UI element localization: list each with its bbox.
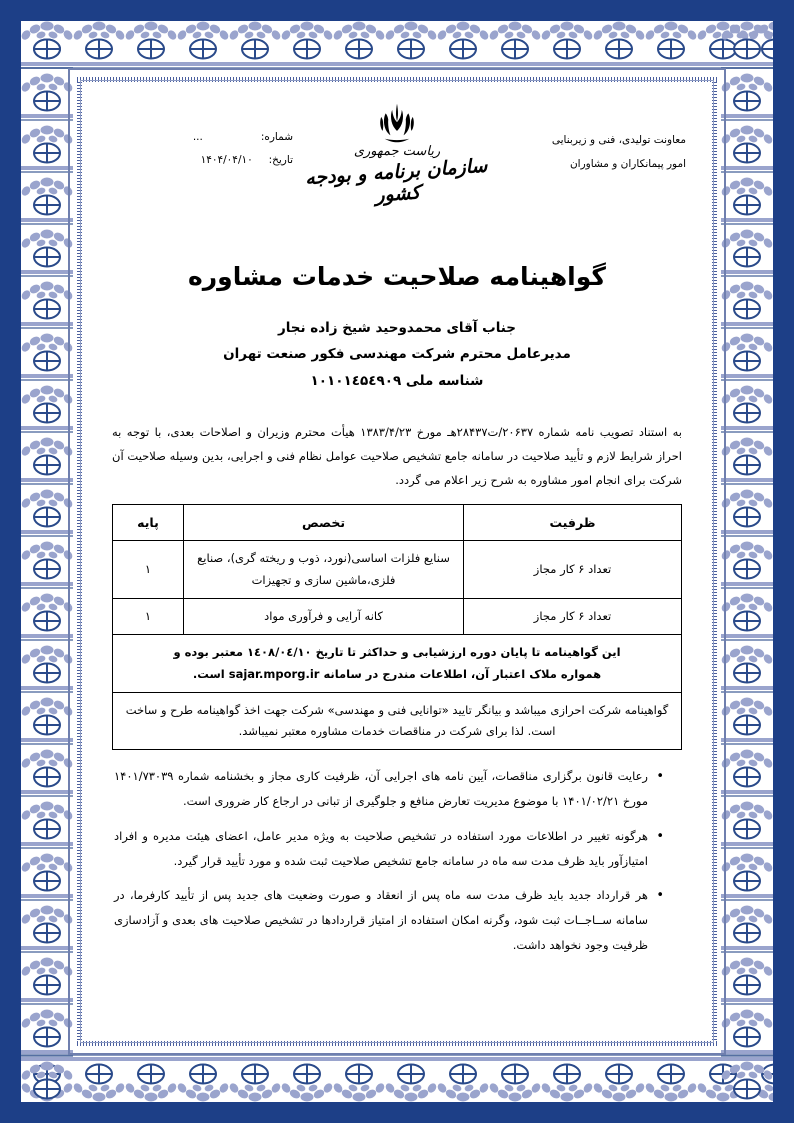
meta-row-number bbox=[108, 126, 293, 149]
addressee-name: جناب آقای محمدوحید شیخ زاده نجار bbox=[277, 320, 517, 336]
border-ornament-icon bbox=[229, 1050, 281, 1102]
list-item: • رعایت قانون برگزاری مناقصات، آیین نامه های اجرایی آن، ظرفیت کاری مجاز و بخشنامه شماره ۱۴۰۱/۷۳۰۳۹ مورخ ۱۴۰۱/۰۲/۲۱ با موضوع مدیریت تعارض منافع و جلوگیری از تبانی در ارجاع کار ضروری است. bbox=[114, 764, 660, 813]
list-item: • هر قرارداد جدید باید ظرف مدت سه ماه پس از انعقاد و صورت وضعیت های جدید پس از تأیید کارفرما، در سامانه ســاجــات ثبت شود، وگرنه امکان استفاده از امتیاز قراردادها در تشخیص صلاحیت های بعدی و آزادسازی ظرفیت وجود نخواهد داشت. bbox=[114, 883, 660, 957]
border-ornament-icon bbox=[333, 1050, 385, 1102]
border-ornament-icon bbox=[21, 905, 73, 957]
addressee-position: مدیرعامل محترم شرکت مهندسی فکور صنعت تهران bbox=[223, 346, 571, 363]
border-ornament-icon bbox=[593, 1050, 645, 1102]
border-ornament-icon bbox=[721, 229, 773, 281]
page-title: گواهینامه صلاحیت خدمات مشاوره bbox=[188, 262, 606, 291]
border-ornament-icon bbox=[645, 1050, 697, 1102]
department-line-1: معاونت تولیدی، فنی و زیربنایی bbox=[551, 134, 686, 146]
border-ornament-icon bbox=[721, 801, 773, 853]
ornament-band-right bbox=[721, 21, 773, 1102]
department-titles bbox=[501, 100, 686, 176]
border-ornament-icon bbox=[721, 749, 773, 801]
border-ornament-icon bbox=[21, 697, 73, 749]
validity-suffix: است. bbox=[192, 666, 229, 681]
border-ornament-icon bbox=[21, 749, 73, 801]
sajar-url[interactable]: sajar.mporg.ir bbox=[228, 666, 320, 681]
validity-line-2 bbox=[119, 664, 675, 685]
cell-grade: ۱ bbox=[113, 541, 184, 599]
border-ornament-icon bbox=[21, 229, 73, 281]
border-ornament-icon bbox=[489, 1050, 541, 1102]
border-ornament-icon bbox=[437, 21, 489, 73]
addressee-national-id: شناسه ملی ۱۰۱۰۱٤۵٤۹۰۹ bbox=[310, 372, 484, 389]
validity-line-1: این گواهینامه تا پایان دوره ارزشیابی و حداکثر تا تاریخ ۱٤۰۸/۰٤/۱۰ معتبر بوده و bbox=[173, 645, 621, 660]
document-meta bbox=[108, 100, 293, 172]
validity-prefix: همواره ملاک اعتبار آن، اطلاعات مندرج در سامانه bbox=[319, 666, 602, 681]
number-label: شماره: bbox=[260, 131, 293, 143]
note-row bbox=[113, 692, 682, 750]
border-ornament-icon bbox=[21, 125, 73, 177]
iran-emblem-icon bbox=[375, 102, 419, 144]
border-ornament-icon bbox=[21, 541, 73, 593]
border-ornament-icon bbox=[489, 21, 541, 73]
border-ornament-icon bbox=[21, 1009, 73, 1061]
meta-row-date bbox=[108, 149, 293, 172]
header-capacity: ظرفیت bbox=[464, 505, 682, 541]
certificate-content bbox=[82, 82, 712, 1041]
date-label: تاریخ: bbox=[268, 154, 293, 167]
border-ornament-icon bbox=[281, 21, 333, 73]
border-ornament-icon bbox=[21, 437, 73, 489]
border-ornament-icon bbox=[177, 1050, 229, 1102]
notes-list bbox=[114, 764, 676, 957]
border-ornament-icon bbox=[21, 1061, 73, 1102]
border-ornament-icon bbox=[21, 177, 73, 229]
table-header-row bbox=[113, 505, 682, 541]
border-ornament-icon bbox=[21, 281, 73, 333]
cell-specialty: کانه آرایی و فرآوری مواد bbox=[184, 599, 464, 635]
header-grade: پایه bbox=[113, 505, 184, 541]
border-ornament-icon bbox=[541, 1050, 593, 1102]
border-ornament-icon bbox=[21, 853, 73, 905]
date-value: ۱۴۰۴/۰۴/۱۰ bbox=[200, 154, 253, 167]
border-ornament-icon bbox=[125, 21, 177, 73]
cell-grade: ۱ bbox=[113, 599, 184, 635]
border-ornament-icon bbox=[721, 1061, 773, 1102]
body-paragraph: به استناد تصویب نامه شماره ۲۰۶۳۷/ت۲۸۴۳۷هـ مورخ ۱۳۸۳/۴/۲۳ هیأت محترم وزیران و اصلاحات بعدی، با توجه به احراز شرایط لازم و تأیید صلاحیت در سامانه جامع تشخیص صلاحیت عوامل نظام فنی و اجرایی، بدین وسیله صلاحیت آن شرکت برای انجام امور مشاوره به شرح زیر اعلام می گردد. bbox=[112, 424, 682, 488]
border-ornament-icon bbox=[73, 1050, 125, 1102]
border-ornament-icon bbox=[21, 333, 73, 385]
department-line-2: امور پیمانکاران و مشاوران bbox=[569, 158, 686, 171]
organization-logo bbox=[293, 100, 501, 205]
number-value: ... bbox=[192, 131, 203, 143]
border-ornament-icon bbox=[21, 21, 73, 73]
border-ornament-icon bbox=[229, 21, 281, 73]
border-ornament-icon bbox=[21, 645, 73, 697]
border-ornament-icon bbox=[721, 21, 773, 73]
border-ornament-icon bbox=[281, 1050, 333, 1102]
border-ornament-icon bbox=[21, 593, 73, 645]
border-ornament-icon bbox=[593, 21, 645, 73]
border-ornament-icon bbox=[721, 905, 773, 957]
border-ornament-icon bbox=[21, 73, 73, 125]
border-ornament-icon bbox=[21, 801, 73, 853]
border-ornament-icon bbox=[437, 1050, 489, 1102]
border-ornament-icon bbox=[721, 697, 773, 749]
list-item: • هرگونه تغییر در اطلاعات مورد استفاده در تشخیص صلاحیت به ویژه مدیر عامل، اعضای هیئت مدیره و افراد امتیازآور باید ظرف مدت سه ماه در سامانه جامع تشخیص صلاحیت ثبت شده و مورد تأیید قرار گیرد. bbox=[114, 824, 660, 873]
border-ornament-icon bbox=[541, 21, 593, 73]
border-ornament-icon bbox=[721, 489, 773, 541]
border-ornament-icon bbox=[721, 957, 773, 1009]
border-ornament-icon bbox=[73, 21, 125, 73]
border-ornament-icon bbox=[333, 21, 385, 73]
validity-row bbox=[113, 635, 682, 693]
border-ornament-icon bbox=[721, 125, 773, 177]
cell-specialty: سنایع فلزات اساسی(نورد، ذوب و ریخته گری)، صنایع فلزی،ماشین سازی و تجهیزات bbox=[184, 541, 464, 599]
border-ornament-icon bbox=[21, 385, 73, 437]
addressee-block bbox=[108, 315, 686, 394]
border-ornament-icon bbox=[385, 21, 437, 73]
border-ornament-icon bbox=[721, 1009, 773, 1061]
border-ornament-icon bbox=[721, 281, 773, 333]
border-ornament-icon bbox=[125, 1050, 177, 1102]
cell-capacity: تعداد ۶ کار مجاز bbox=[464, 599, 682, 635]
qualification-table bbox=[112, 504, 682, 750]
presidency-label: ریاست جمهوری bbox=[353, 144, 441, 159]
border-ornament-icon bbox=[645, 21, 697, 73]
border-ornament-icon bbox=[721, 73, 773, 125]
border-ornament-icon bbox=[177, 21, 229, 73]
validity-statement bbox=[113, 635, 682, 693]
border-ornament-icon bbox=[721, 593, 773, 645]
border-ornament-icon bbox=[21, 489, 73, 541]
cell-capacity: تعداد ۶ کار مجاز bbox=[464, 541, 682, 599]
border-ornament-icon bbox=[721, 177, 773, 229]
ornament-band-left bbox=[21, 21, 73, 1102]
table-row bbox=[113, 541, 682, 599]
document-header bbox=[108, 100, 686, 230]
border-ornament-icon bbox=[721, 541, 773, 593]
border-ornament-icon bbox=[21, 957, 73, 1009]
header-specialty: تخصص bbox=[184, 505, 464, 541]
border-ornament-icon bbox=[721, 645, 773, 697]
ornament-band-top bbox=[21, 21, 773, 73]
border-ornament-icon bbox=[385, 1050, 437, 1102]
table-footnote: گواهینامه شرکت احرازی میباشد و بیانگر تایید «توانایی فنی و مهندسی» شرکت جهت اخذ گواهینامه طرح و ساخت است. لذا برای شرکت در مناقصات خدمات مشاوره معتبر نمیباشد. bbox=[113, 692, 682, 750]
table-row bbox=[113, 599, 682, 635]
ornament-band-bottom bbox=[21, 1050, 773, 1102]
border-ornament-icon bbox=[721, 333, 773, 385]
border-ornament-icon bbox=[721, 385, 773, 437]
organization-name: سازمان برنامه و بودجه کشور bbox=[304, 154, 489, 207]
border-ornament-icon bbox=[721, 853, 773, 905]
border-ornament-icon bbox=[721, 437, 773, 489]
